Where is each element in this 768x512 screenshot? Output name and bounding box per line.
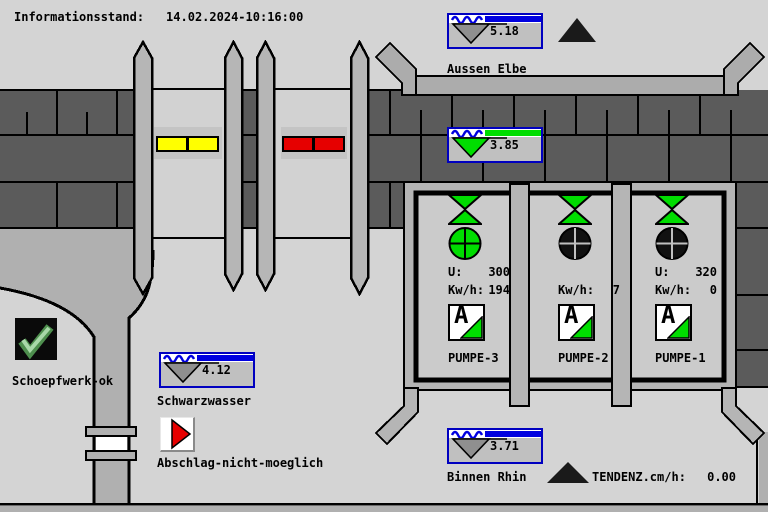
pump-unit-1 — [655, 194, 717, 365]
level-value: 3.71 — [490, 439, 519, 453]
right-bank — [759, 432, 768, 505]
tendenz-up-icon — [545, 460, 591, 485]
checkmark-icon — [15, 318, 57, 360]
lock-chamber-left — [152, 89, 226, 238]
level-value: 3.85 — [490, 138, 519, 152]
gate-indicator-red[interactable] — [283, 137, 313, 151]
auto-mode-corner — [667, 316, 690, 339]
pillar — [351, 42, 368, 294]
gauge-basin — [447, 127, 543, 163]
gauge-label-binnen-rhin: Binnen Rhin — [447, 470, 527, 484]
tendenz-readout — [592, 470, 736, 484]
pipe-flange — [86, 451, 136, 460]
kw-value: 0 — [709, 283, 717, 297]
flag-icon — [160, 417, 195, 452]
tendenz-up-icon — [556, 16, 598, 44]
status-abschlag-label: Abschlag-nicht-moeglich — [157, 456, 324, 470]
pump-name: PUMPE-3 — [448, 351, 499, 365]
gauge-label-schwarzwasser: Schwarzwasser — [157, 394, 251, 408]
intake-apron — [403, 76, 737, 95]
auto-mode-corner — [460, 316, 483, 339]
u-value: 320 — [695, 265, 717, 279]
gate-indicator-red[interactable] — [314, 137, 344, 151]
pump-rotor-icon[interactable] — [655, 226, 689, 261]
level-value: 4.12 — [202, 363, 231, 377]
lock-chamber-right — [273, 89, 352, 238]
auto-mode-corner — [570, 316, 593, 339]
gate-indicator-yellow[interactable] — [188, 137, 218, 151]
outlet-wing-right — [722, 388, 764, 444]
pump-power-row — [558, 283, 620, 298]
gauge-binnen-rhin — [447, 428, 543, 464]
u-label: U: — [448, 265, 463, 279]
kw-label: Kw/h: — [448, 283, 485, 297]
pump-unit-2 — [558, 194, 620, 365]
gate-indicator-yellow[interactable] — [157, 137, 187, 151]
pump-rotor-icon[interactable] — [558, 226, 592, 261]
valve-icon[interactable] — [655, 194, 689, 225]
mode-letter: A — [661, 301, 676, 329]
tendenz-label: TENDENZ.cm/h: — [592, 470, 686, 484]
level-value: 5.18 — [490, 24, 519, 38]
pillar — [257, 42, 274, 290]
intake-wing-left — [376, 43, 416, 95]
auto-mode-icon[interactable] — [655, 301, 692, 341]
pipe-flange — [86, 427, 136, 436]
pump-name: PUMPE-2 — [558, 351, 609, 365]
pillar — [225, 42, 242, 290]
header-timestamp: 14.02.2024-10:16:00 — [166, 10, 304, 24]
pump-voltage-row — [448, 265, 510, 280]
pump-power-row — [448, 283, 510, 298]
outlet-wing-left — [376, 388, 418, 444]
u-value: 300 — [488, 265, 510, 279]
pump-unit-3 — [448, 194, 510, 365]
intake-wing-right — [724, 43, 764, 95]
gauge-aussen-elbe — [447, 13, 543, 49]
header — [14, 10, 303, 25]
auto-mode-icon[interactable] — [448, 301, 485, 341]
mode-letter: A — [454, 301, 469, 329]
pump-name: PUMPE-1 — [655, 351, 706, 365]
kw-value: 7 — [612, 283, 620, 297]
pump-rotor-icon[interactable] — [448, 226, 482, 261]
pump-power-row — [655, 283, 717, 298]
header-label: Informationsstand: — [14, 10, 145, 24]
u-label: U: — [655, 265, 670, 279]
bottom-bank — [0, 506, 768, 512]
valve-icon[interactable] — [558, 194, 592, 225]
kw-label: Kw/h: — [558, 283, 595, 297]
auto-mode-icon[interactable] — [558, 301, 595, 341]
pillar — [134, 42, 152, 294]
gauge-schwarzwasser — [159, 352, 255, 388]
pump-house-pier — [510, 184, 529, 406]
kw-label: Kw/h: — [655, 283, 692, 297]
sluice-gap — [96, 436, 127, 452]
quay-wall-right — [737, 228, 768, 388]
mode-letter: A — [564, 301, 579, 329]
pump-voltage-row — [558, 265, 620, 280]
valve-icon[interactable] — [448, 194, 482, 225]
tendenz-value: 0.00 — [707, 470, 736, 484]
pump-voltage-row — [655, 265, 717, 280]
status-schoepfwerk-label: Schoepfwerk-ok — [12, 374, 114, 388]
kw-value: 194 — [488, 283, 510, 297]
gauge-label-aussen-elbe: Aussen Elbe — [447, 62, 527, 76]
